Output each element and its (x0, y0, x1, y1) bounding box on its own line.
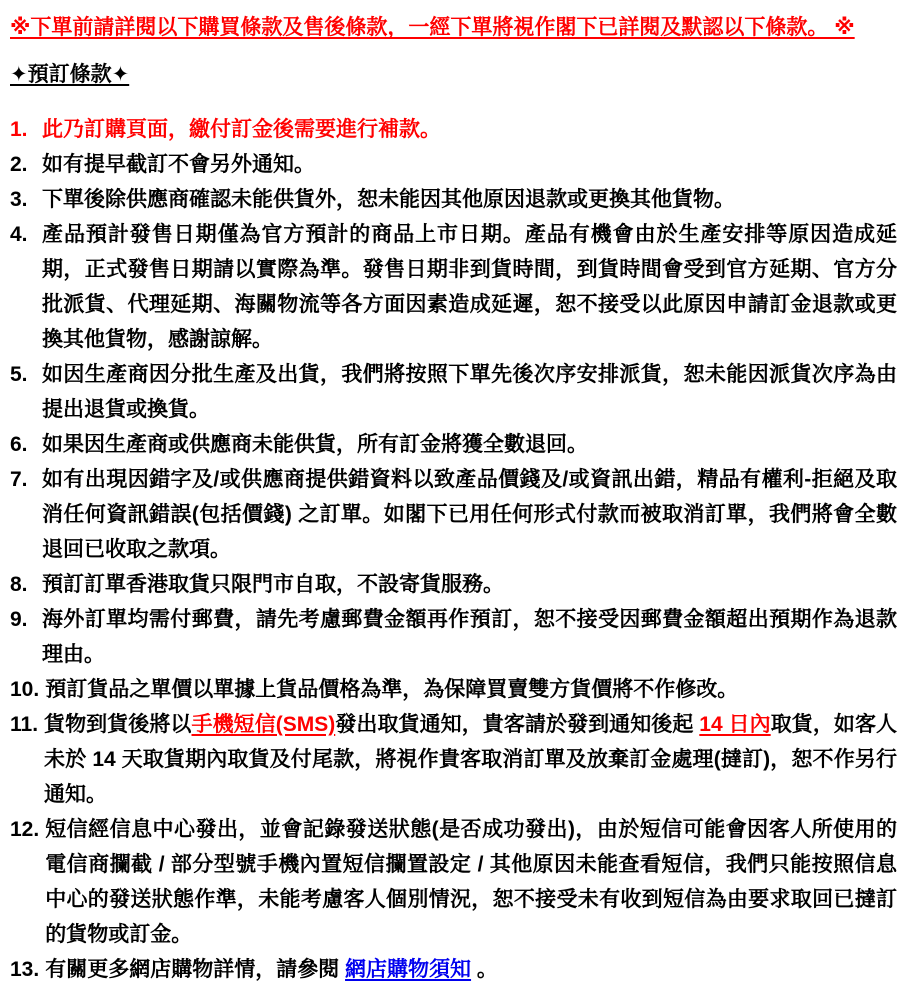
section-header-preorder-terms: ✦預訂條款✦ (10, 63, 130, 86)
term-item (10, 182, 897, 217)
term-number: 12. (10, 818, 40, 841)
term-number: 5. (10, 363, 28, 386)
term-text (42, 217, 897, 357)
term-text-segment: 下單後除供應商確認未能供貨外，恕未能因其他原因退款或更換其他貨物。 (42, 188, 735, 211)
term-text (42, 182, 897, 217)
term-text (42, 567, 897, 602)
term-text (42, 147, 897, 182)
term-number: 2. (10, 153, 28, 176)
term-number: 1. (10, 118, 28, 141)
term-text-segment: 取貨，如客人未於 14 天取貨期內取貨及付尾款，將視作貴客取消訂單及放棄訂金處理(撻訂)，恕不作另行通知。 (44, 713, 898, 806)
term-text (42, 462, 897, 567)
term-text-segment: 預訂訂單香港取貨只限門市自取，不設寄貨服務。 (42, 573, 504, 596)
terms-list (10, 112, 897, 987)
term-text-segment: 產品預計發售日期僅為官方預計的商品上市日期。產品有機會由於生產安排等原因造成延期，正式發售日期請以實際為準。發售日期非到貨時間，到貨時間會受到官方延期、官方分批派貨、代理延期、海關物流等各方面因素造成延遲，恕不接受以此原因申請訂金退款或更換其他貨物，感謝諒解。 (42, 223, 897, 351)
term-text (45, 812, 897, 952)
term-text-segment: 有關更多網店購物詳情，請參閱 (45, 958, 346, 981)
term-number: 6. (10, 433, 28, 456)
term-text-segment: 短信經信息中心發出，並會記錄發送狀態(是否成功發出)，由於短信可能會因客人所使用的電信商攔截 / 部分型號手機內置短信攔置設定 / 其他原因未能查看短信，我們只能按照信息中心的發送狀態作準，未能考慮客人個別情況，恕不接受未有收到短信為由要求取回已撻訂的貨物或訂金。 (45, 818, 897, 946)
term-text (42, 427, 897, 462)
page-title: ※下單前請詳閱以下購買條款及售後條款，一經下單將視作閣下已詳閱及默認以下條款。 ※ (10, 16, 855, 39)
term-number: 8. (10, 573, 28, 596)
term-text (44, 707, 897, 812)
highlighted-red-text: 手機短信(SMS) (191, 713, 336, 736)
store-shopping-guide-link[interactable]: 網店購物須知 (345, 958, 472, 981)
term-text (42, 602, 897, 672)
term-text-segment: 貨物到貨後將以 (44, 713, 192, 736)
term-text (42, 357, 897, 427)
term-number: 4. (10, 223, 28, 246)
term-text-segment: 如果因生產商或供應商未能供貨，所有訂金將獲全數退回。 (42, 433, 588, 456)
highlighted-red-text: 14 日內 (699, 713, 771, 736)
term-item (10, 812, 897, 952)
term-text-segment: 海外訂單均需付郵費，請先考慮郵費金額再作預訂，恕不接受因郵費金額超出預期作為退款理由。 (42, 608, 897, 666)
term-item (10, 462, 897, 567)
term-item (10, 217, 897, 357)
term-text-segment: 如有出現因錯字及/或供應商提供錯資料以致產品價錢及/或資訊出錯，精品有權利-拒絕及取消任何資訊錯誤(包括價錢) 之訂單。如閣下已用任何形式付款而被取消訂單，我們將會全數退回已收取之款項。 (42, 468, 897, 561)
term-text-segment: 發出取貨通知，貴客請於發到通知後起 (335, 713, 700, 736)
term-item (10, 952, 897, 987)
term-text-segment: 。 (471, 958, 498, 981)
term-number: 7. (10, 468, 28, 491)
term-text-segment: 如因生產商因分批生產及出貨，我們將按照下單先後次序安排派貨，恕未能因派貨次序為由提出退貨或換貨。 (42, 363, 897, 421)
term-item (10, 427, 897, 462)
term-item (10, 112, 897, 147)
term-number: 13. (10, 958, 40, 981)
term-text (45, 672, 897, 707)
term-number: 11. (10, 713, 39, 736)
term-item (10, 602, 897, 672)
term-text-segment: 如有提早截訂不會另外通知。 (42, 153, 315, 176)
term-text-segment: 此乃訂購頁面，繳付訂金後需要進行補款。 (42, 118, 441, 141)
term-item (10, 672, 897, 707)
term-item (10, 707, 897, 812)
term-text (42, 112, 897, 147)
term-number: 10. (10, 678, 40, 701)
term-number: 9. (10, 608, 28, 631)
term-number: 3. (10, 188, 28, 211)
term-item (10, 567, 897, 602)
term-text (45, 952, 897, 987)
term-item (10, 147, 897, 182)
term-text-segment: 預訂貨品之單價以單據上貨品價格為準，為保障買賣雙方貨價將不作修改。 (45, 678, 739, 701)
term-item (10, 357, 897, 427)
